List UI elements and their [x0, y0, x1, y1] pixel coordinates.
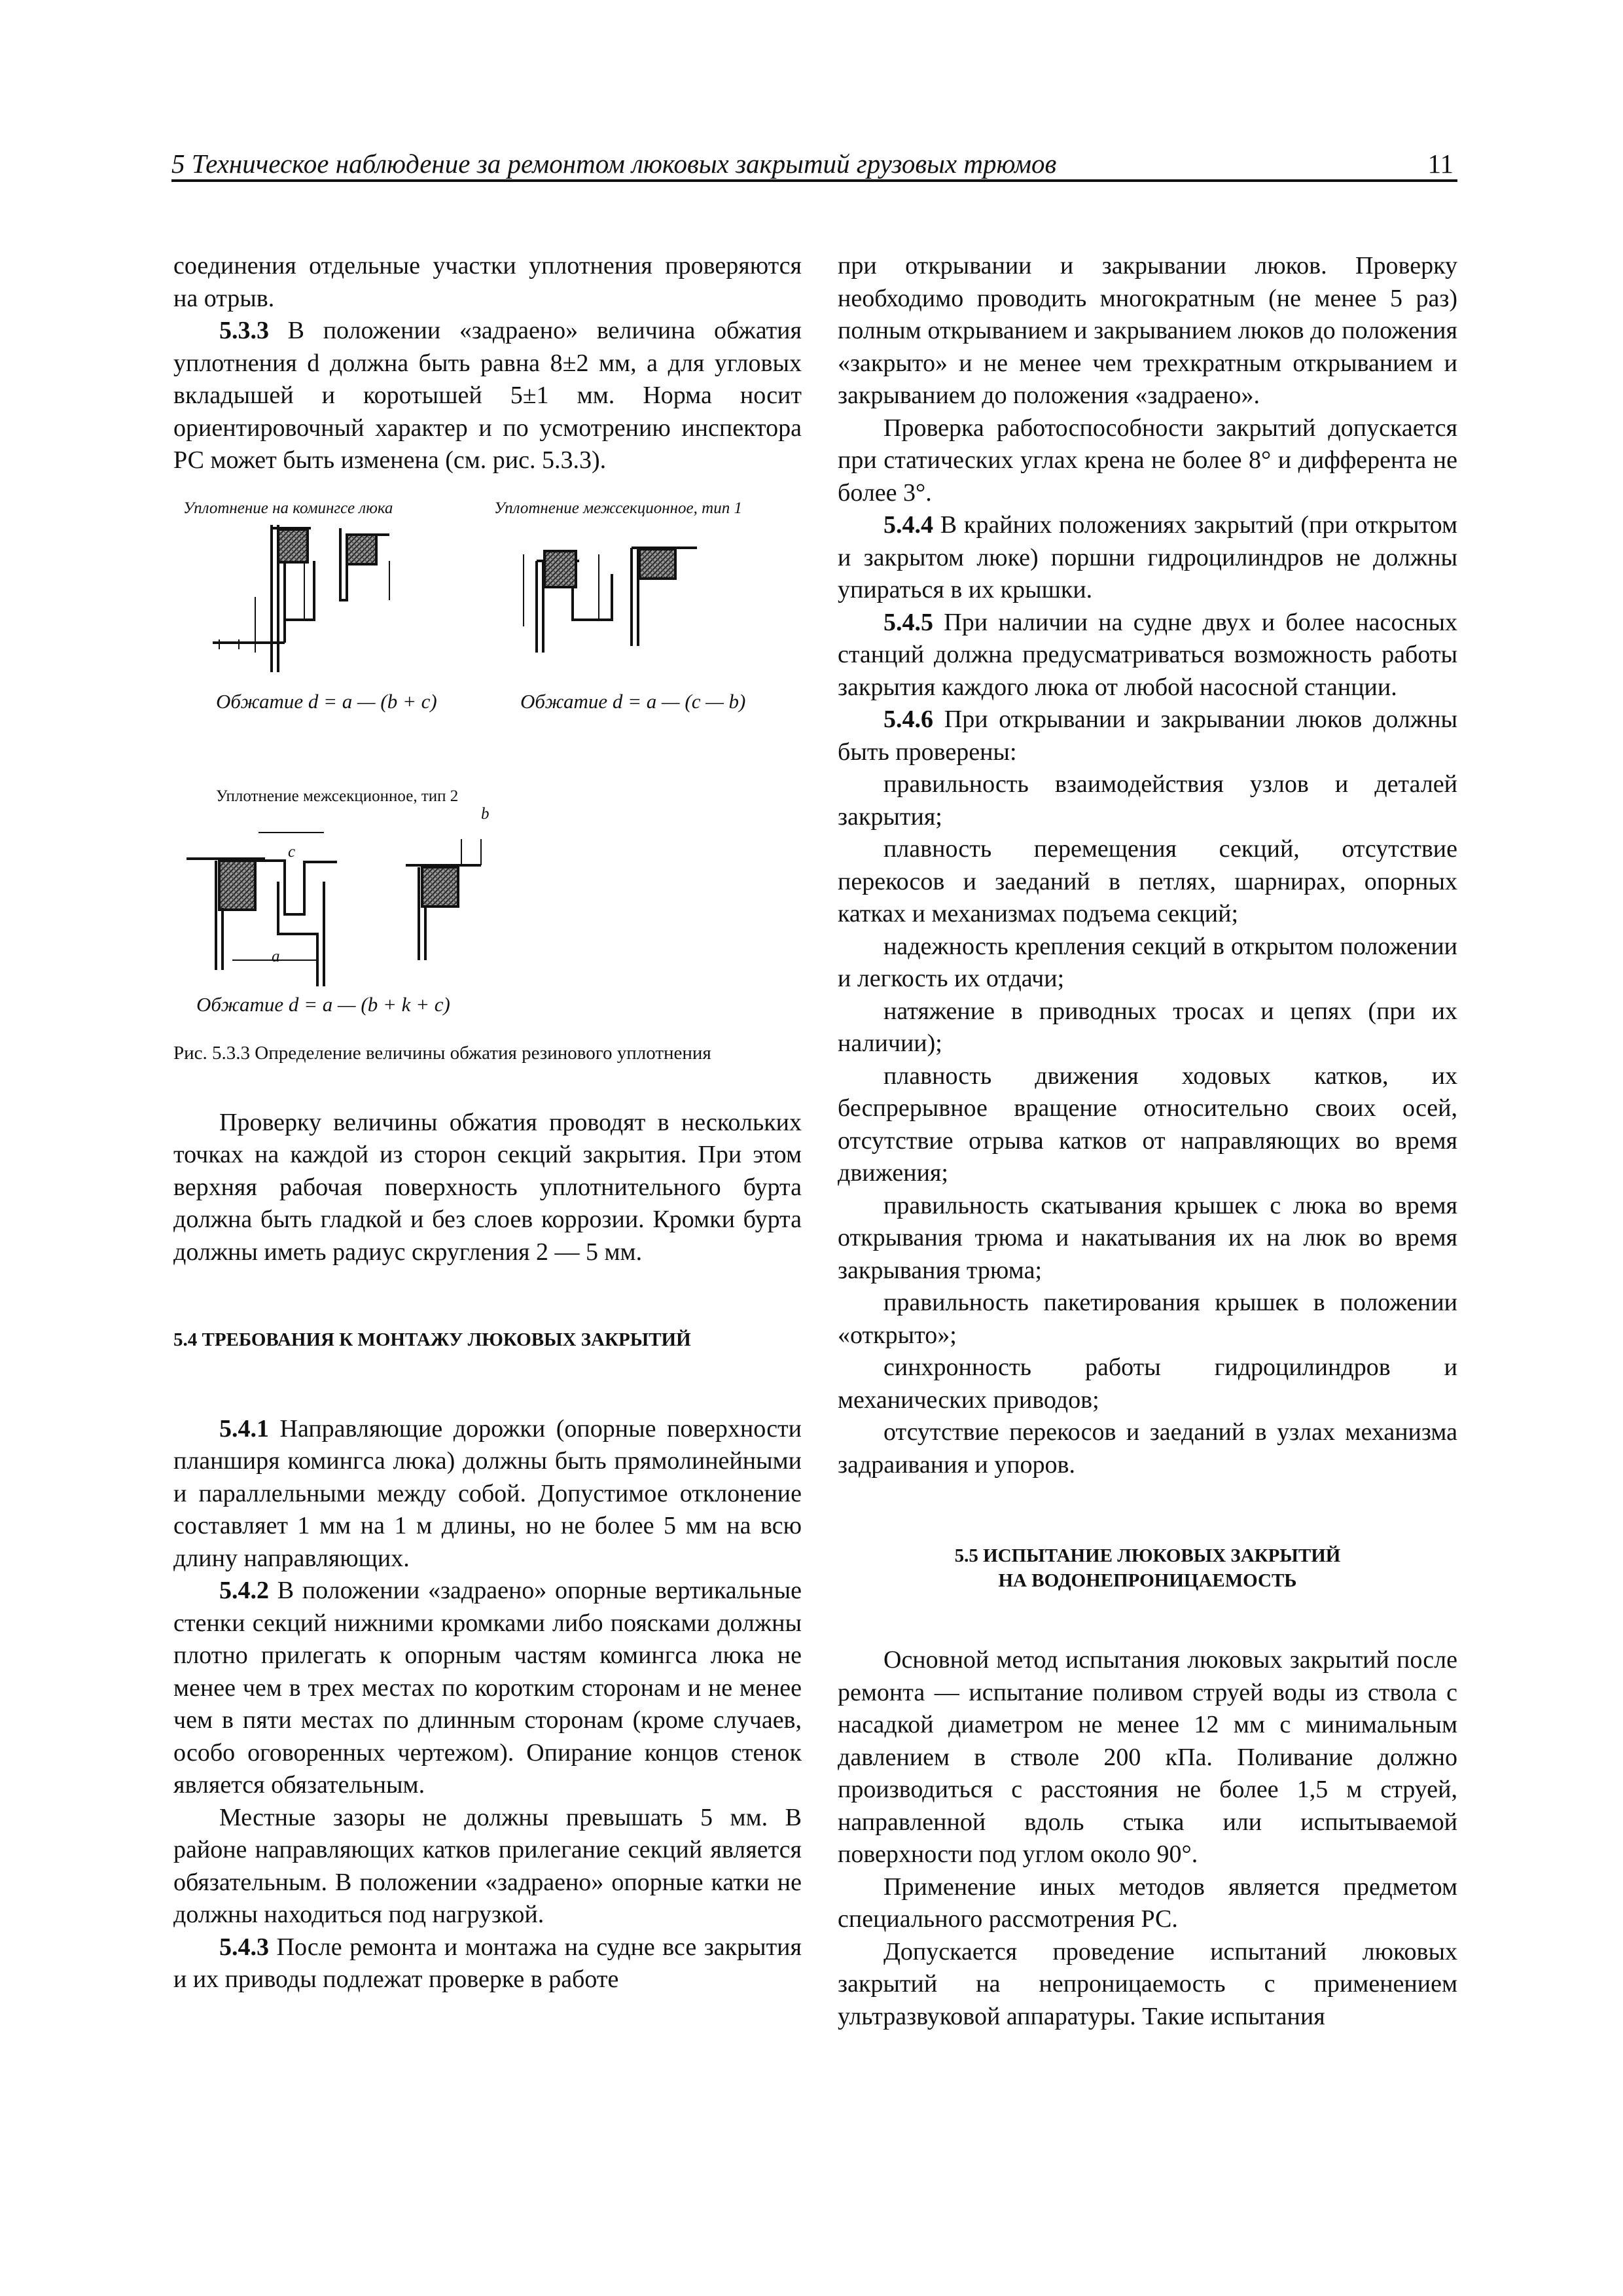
clause-text: После ремонта и монтажа на судне все закрытия и их приводы подлежат проверке в работе [173, 1933, 802, 1993]
left-column [173, 250, 802, 1996]
paragraph-5-4-2 [173, 1575, 802, 1802]
coaming-seal-diagram [213, 525, 389, 672]
clause-text: Направляющие дорожки (опорные поверхности планширя комингса люка) должны быть прямолинейными и параллельными между собой. Допустимое отклонение составляет 1 мм на 1 м длины, но не более 5 мм на всю длину направляющих. [173, 1414, 802, 1572]
paragraph: Основной метод испытания люковых закрытий после ремонта — испытание поливом струей воды из ствола с насадкой диаметром не менее 12 мм с минимальным давлением в стволе 200 кПа. Поливание должно производиться с расстояния не более 1,5 м струей, направленной вдоль стыка или испытываемой поверхности под углом около 90°. [838, 1646, 1457, 1868]
paragraph: соединения отдельные участки уплотнения проверяются на отрыв. [173, 252, 802, 312]
clause-number: 5.4.5 [883, 608, 933, 636]
paragraph-5-4-1 [173, 1413, 802, 1575]
figure-caption: Рис. 5.3.3 Определение величины обжатия резинового уплотнения [173, 1042, 711, 1064]
paragraph: Местные зазоры не должны превышать 5 мм. В районе направляющих катков прилегание секций является обязательным. В положении «задраено» опорные катки не должны находиться под нагрузкой. [173, 1803, 802, 1928]
clause-number: 5.4.6 [883, 706, 933, 733]
clause-text: В положении «задраено» величина обжатия уплотнения d должна быть равна 8±2 мм, а для угловых вкладышей и коротышей 5±1 мм. Норма носит ориентировочный характер и по усмотрению инспектора РС может быть изменена (см. рис. 5.3.3). [173, 317, 802, 474]
figure-5-3-3 [173, 489, 802, 1098]
paragraph-5-4-5 [838, 607, 1457, 704]
clause-number: 5.3.3 [219, 317, 269, 344]
right-column [838, 250, 1457, 2033]
page-number: 11 [1427, 149, 1454, 179]
dimension-a-label: a [272, 947, 280, 965]
list-item: плавность движения ходовых катков, их беспрерывное вращение относительно своих осей, отсутствие отрыва катков от направляющих во время движения; [838, 1062, 1457, 1187]
list-item: плавность перемещения секций, отсутствие перекосов и заеданий в петлях, шарнирах, опорных катках и механизмах подъема секций; [838, 835, 1457, 927]
clause-number: 5.4.4 [883, 511, 933, 539]
paragraph-5-4-6 [838, 704, 1457, 768]
paragraph: при открывании и закрывании люков. Проверку необходимо проводить многократным (не менее 5 раз) полным открыванием и закрыванием люков до положения «закрыто» и не менее чем трехкратным открыванием и закрыванием до положения «задраено». [838, 252, 1457, 409]
intersection-type1-diagram [524, 548, 697, 653]
list-item: правильность скатывания крышек с люка во время открывания трюма и накатывания их на люк во время закрывания трюма; [838, 1191, 1457, 1284]
list-item: правильность взаимодействия узлов и деталей закрытия; [838, 770, 1457, 831]
formula-coaming: Обжатие d = a — (b + c) [216, 689, 437, 713]
seal-diagrams [173, 489, 802, 1032]
paragraph: Допускается проведение испытаний люковых закрытий на непроницаемость с применением ультразвуковой аппаратуры. Такие испытания [838, 1937, 1457, 2030]
label-type1-seal: Уплотнение межсекционное, тип 1 [494, 499, 742, 517]
section-heading-5-4: 5.4 ТРЕБОВАНИЯ К МОНТАЖУ ЛЮКОВЫХ ЗАКРЫТИЙ [173, 1329, 691, 1350]
dimension-c-label: c [288, 842, 296, 861]
dimension-b-label: b [481, 804, 490, 823]
list-item: правильность пакетирования крышек в положении «открыто»; [838, 1289, 1457, 1349]
section-heading-5-5 [838, 1543, 1457, 1593]
formula-type2: Обжатие d = a — (b + k + c) [196, 992, 450, 1016]
paragraph-5-4-4 [838, 509, 1457, 607]
clause-number: 5.4.1 [219, 1414, 269, 1443]
list-item: натяжение в приводных тросах и цепях (при их наличии); [838, 997, 1457, 1057]
list-item: надежность крепления секций в открытом положении и легкость их отдачи; [838, 932, 1457, 992]
header-title: 5 Техническое наблюдение за ремонтом люковых закрытий грузовых трюмов [171, 149, 1057, 179]
running-header [171, 143, 1457, 182]
paragraph: Применение иных методов является предметом специального рассмотрения РС. [838, 1873, 1457, 1933]
clause-text: В крайних положениях закрытий (при открытом и закрытом люке) поршни гидроцилиндров не должны упираться в их крышки. [838, 511, 1457, 603]
label-coaming-seal: Уплотнение на комингсе люка [183, 499, 393, 517]
intersection-type2-diagram [187, 833, 481, 986]
paragraph-5-3-3 [173, 315, 802, 477]
clause-text: В положении «задраено» опорные вертикальные стенки секций нижними кромками либо поясками должны плотно прилегать к опорным частям комингса люка не менее чем в трех местах по коротким сторонам и не менее чем в пяти местах по длинным сторонам (кроме случаев, особо оговоренных чертежом). Опирание концов стенок является обязательным. [173, 1577, 802, 1799]
list-item: отсутствие перекосов и заеданий в узлах механизма задраивания и упоров. [838, 1418, 1457, 1479]
paragraph: Проверку величины обжатия проводят в нескольких точках на каждой из сторон секций закрытия. При этом верхняя рабочая поверхность уплотнительного бурта должна быть гладкой и без слоев коррозии. Кромки бурта должны иметь радиус скругления 2 — 5 мм. [173, 1108, 802, 1266]
label-type2-seal: Уплотнение межсекционное, тип 2 [216, 787, 459, 805]
clause-number: 5.4.3 [219, 1933, 269, 1961]
heading-line: НА ВОДОНЕПРОНИЦАЕМОСТЬ [998, 1570, 1297, 1591]
clause-text: При открывании и закрывании люков должны быть проверены: [838, 706, 1457, 766]
clause-text: При наличии на судне двух и более насосных станций должна предусматриваться возможность работы закрытия каждого люка от любой насосной станции. [838, 608, 1457, 701]
formula-type1: Обжатие d = a — (c — b) [520, 689, 746, 713]
paragraph-5-4-3 [173, 1931, 802, 1996]
heading-line: 5.5 ИСПЫТАНИЕ ЛЮКОВЫХ ЗАКРЫТИЙ [954, 1545, 1341, 1566]
list-item: синхронность работы гидроцилиндров и механических приводов; [838, 1354, 1457, 1414]
paragraph: Проверка работоспособности закрытий допускается при статических углах крена не более 8° и дифферента не более 3°. [838, 414, 1457, 507]
clause-number: 5.4.2 [219, 1577, 269, 1604]
